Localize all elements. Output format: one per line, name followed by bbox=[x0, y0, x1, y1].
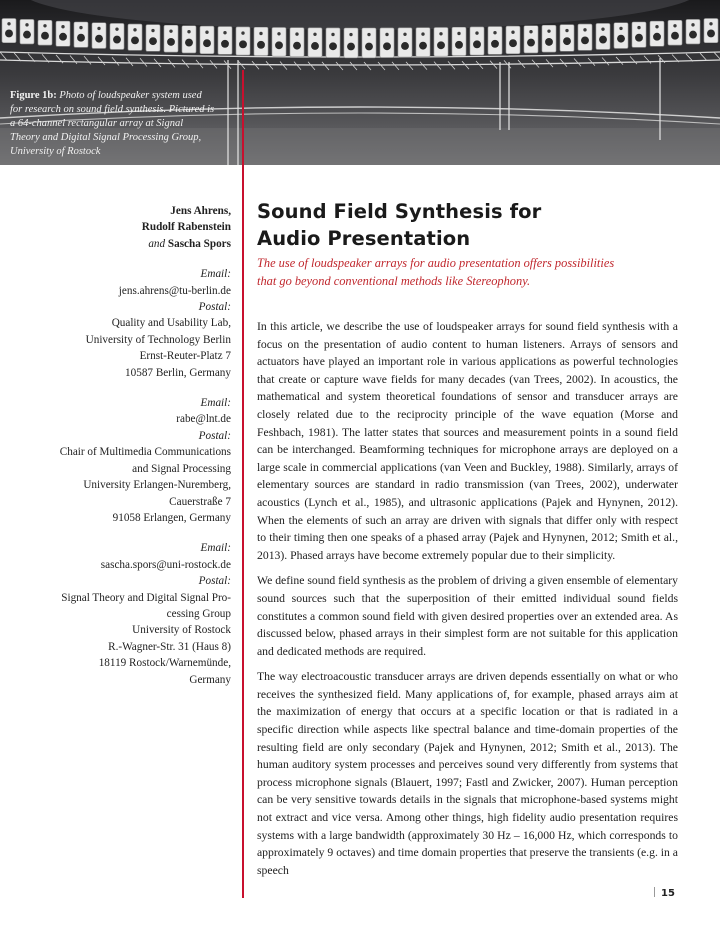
truss-brace-shape bbox=[0, 52, 7, 60]
speaker-tweeter-shape bbox=[205, 31, 208, 34]
speaker-cone-shape bbox=[401, 42, 409, 50]
lede-line: that go beyond conventional methods like Stereophony. bbox=[257, 273, 531, 288]
truss-brace-shape bbox=[378, 62, 385, 70]
speaker-cone-shape bbox=[617, 35, 625, 43]
page-number-rule bbox=[654, 887, 655, 897]
speaker-tweeter-shape bbox=[43, 24, 46, 27]
truss-brace-shape bbox=[420, 62, 427, 70]
title-line: Sound Field Synthesis for bbox=[257, 200, 542, 223]
truss-brace-shape bbox=[574, 58, 581, 66]
speaker-tweeter-shape bbox=[313, 33, 316, 36]
truss-brace-shape bbox=[126, 58, 133, 66]
truss-brace-shape bbox=[322, 62, 329, 70]
speaker-cone-shape bbox=[185, 39, 193, 47]
speaker-cone-shape bbox=[77, 34, 85, 42]
speaker-tweeter-shape bbox=[511, 31, 514, 34]
address-line: Signal Theory and Digital Signal Pro- bbox=[61, 591, 231, 604]
speaker-tweeter-shape bbox=[475, 31, 478, 34]
speaker-cone-shape bbox=[293, 42, 301, 50]
truss-brace-shape bbox=[406, 62, 413, 70]
speaker-cone-shape bbox=[149, 37, 157, 45]
figure-caption-text: Photo of loudspeaker system used for research on sound field synthesis. Pictured is a 64-channel rectangular array at Signal Theory and Digital Signal Processing Group, University of Rostock bbox=[10, 90, 215, 157]
speaker-tweeter-shape bbox=[79, 26, 82, 29]
speaker-cone-shape bbox=[365, 43, 373, 51]
speaker-cone-shape bbox=[59, 33, 67, 41]
speaker-cone-shape bbox=[455, 41, 463, 49]
truss-brace-shape bbox=[448, 61, 455, 69]
truss-brace-shape bbox=[364, 62, 371, 70]
page-number-text: 15 bbox=[661, 888, 675, 899]
address-line: cessing Group bbox=[166, 607, 231, 620]
speaker-tweeter-shape bbox=[619, 27, 622, 30]
address-line: and Signal Processing bbox=[132, 462, 231, 475]
article-lede bbox=[257, 255, 697, 290]
speaker-cone-shape bbox=[689, 31, 697, 39]
page-number bbox=[654, 887, 675, 899]
speaker-tweeter-shape bbox=[601, 27, 604, 30]
speaker-tweeter-shape bbox=[547, 29, 550, 32]
title-line: Audio Presentation bbox=[257, 227, 471, 250]
speaker-cone-shape bbox=[581, 36, 589, 44]
speaker-cone-shape bbox=[257, 41, 265, 49]
address-line: University of Rostock bbox=[132, 624, 231, 637]
speaker-cone-shape bbox=[239, 40, 247, 48]
truss-brace-shape bbox=[70, 56, 77, 64]
truss-brace-shape bbox=[602, 57, 609, 65]
speaker-tweeter-shape bbox=[331, 33, 334, 36]
speaker-tweeter-shape bbox=[241, 31, 244, 34]
address-line: Cauerstraße 7 bbox=[169, 495, 231, 508]
speaker-tweeter-shape bbox=[691, 23, 694, 26]
speaker-cone-shape bbox=[491, 40, 499, 48]
truss-brace-shape bbox=[434, 62, 441, 70]
truss-brace-shape bbox=[112, 57, 119, 65]
author-1: Jens Ahrens, bbox=[170, 205, 231, 217]
and-word: and bbox=[148, 237, 166, 250]
speaker-cone-shape bbox=[23, 31, 31, 39]
speaker-tweeter-shape bbox=[259, 32, 262, 35]
speaker-tweeter-shape bbox=[187, 30, 190, 33]
speaker-tweeter-shape bbox=[583, 28, 586, 31]
email-address[interactable]: jens.ahrens@tu-berlin.de bbox=[118, 284, 231, 297]
article-body bbox=[257, 318, 678, 887]
speaker-cone-shape bbox=[563, 37, 571, 45]
truss-brace-shape bbox=[140, 58, 147, 66]
speaker-cone-shape bbox=[419, 42, 427, 50]
speaker-tweeter-shape bbox=[7, 22, 10, 25]
speaker-cone-shape bbox=[437, 41, 445, 49]
address-line: Chair of Multimedia Communications bbox=[59, 446, 231, 459]
author-info-column bbox=[20, 203, 231, 688]
address-line: Quality and Usability Lab, bbox=[111, 317, 231, 330]
truss-brace-shape bbox=[98, 57, 105, 65]
email-address[interactable]: sascha.spors@uni-rostock.de bbox=[100, 558, 231, 571]
speaker-tweeter-shape bbox=[655, 25, 658, 28]
article-title bbox=[257, 198, 697, 252]
address-line: University Erlangen-Nuremberg, bbox=[83, 479, 231, 492]
author-name bbox=[20, 236, 231, 252]
speaker-tweeter-shape bbox=[151, 29, 154, 32]
speaker-tweeter-shape bbox=[169, 29, 172, 32]
address-line: 91058 Erlangen, Germany bbox=[112, 511, 231, 524]
figure-photo bbox=[0, 0, 720, 165]
speaker-cone-shape bbox=[509, 39, 517, 47]
speaker-tweeter-shape bbox=[385, 33, 388, 36]
truss-brace-shape bbox=[700, 53, 707, 61]
speaker-tweeter-shape bbox=[295, 32, 298, 35]
speaker-tweeter-shape bbox=[133, 28, 136, 31]
lede-line: The use of loudspeaker arrays for audio presentation offers possibilities bbox=[257, 256, 615, 270]
figure-label: Figure 1b: bbox=[10, 90, 57, 101]
address-line: Germany bbox=[189, 673, 231, 686]
speaker-cone-shape bbox=[131, 36, 139, 44]
email-address[interactable]: rabe@lnt.de bbox=[176, 413, 231, 426]
body-paragraph: In this article, we describe the use of loudspeaker arrays for sound field synthesis with a focus on the presentation of audio content to human listeners. Arrays of sensors and actuators have played an important role in various applications as powerful technologies that create or capture wave fields for many decades (van Trees, 2002). In acoustics, the mathematical and system theoretical foundations of sensor and transducer arrays are closely related due to the reciprocity principle of the wave equation (Morse and Feshbach, 1981). The latter states that sources and measurement points in a sound field can be interchanged. Beamforming techniques for microphone arrays are deployed on a large scale in commercial applications (van Veen and Buckley, 1988). Similarly, arrays of elementary sources are standard in radio transmission (van Trees, 2002), underwater acoustics (Lynch et al., 1985), and ultrasonic applications (Pajek and Hynynen, 2012). When the elements of such an array are driven with signals that differ only with respect to their timing then one speaks of a phased array (Pajek and Hynynen, 2012; Smith et al., 2013). Phased arrays have become extremely popular due to their simplicity. bbox=[257, 320, 678, 562]
speaker-tweeter-shape bbox=[439, 32, 442, 35]
truss-brace-shape bbox=[630, 56, 637, 64]
speaker-tweeter-shape bbox=[97, 27, 100, 30]
truss-brace-shape bbox=[266, 61, 273, 69]
figure-caption bbox=[10, 89, 215, 159]
speaker-cone-shape bbox=[167, 38, 175, 46]
red-divider bbox=[242, 70, 244, 898]
speaker-tweeter-shape bbox=[709, 22, 712, 25]
speaker-tweeter-shape bbox=[421, 32, 424, 35]
truss-brace-shape bbox=[84, 56, 91, 64]
speaker-tweeter-shape bbox=[565, 29, 568, 32]
email-label: Email: bbox=[200, 268, 231, 281]
speaker-tweeter-shape bbox=[223, 31, 226, 34]
email-label: Email: bbox=[200, 397, 231, 410]
author-2: Rudolf Rabenstein bbox=[141, 221, 231, 234]
address-line: Ernst-Reuter-Platz 7 bbox=[139, 350, 231, 363]
speaker-cone-shape bbox=[221, 40, 229, 48]
speaker-cone-shape bbox=[473, 40, 481, 48]
author-name bbox=[20, 219, 231, 235]
speaker-tweeter-shape bbox=[403, 33, 406, 36]
author-name bbox=[20, 203, 231, 219]
speaker-cone-shape bbox=[635, 34, 643, 42]
speaker-cone-shape bbox=[671, 32, 679, 40]
speaker-cone-shape bbox=[653, 33, 661, 41]
speaker-tweeter-shape bbox=[115, 27, 118, 30]
postal-label: Postal: bbox=[198, 429, 231, 442]
truss-brace-shape bbox=[336, 62, 343, 70]
speaker-cone-shape bbox=[383, 42, 391, 50]
speaker-cone-shape bbox=[527, 39, 535, 47]
speaker-tweeter-shape bbox=[277, 32, 280, 35]
address-line: 10587 Berlin, Germany bbox=[125, 366, 231, 379]
truss-brace-shape bbox=[294, 62, 301, 70]
speaker-cone-shape bbox=[275, 41, 283, 49]
postal-label: Postal: bbox=[198, 301, 231, 314]
speaker-tweeter-shape bbox=[493, 31, 496, 34]
address-line: R.-Wagner-Str. 31 (Haus 8) bbox=[108, 640, 231, 653]
speaker-tweeter-shape bbox=[61, 25, 64, 28]
speaker-tweeter-shape bbox=[349, 33, 352, 36]
speaker-cone-shape bbox=[329, 42, 337, 50]
truss-brace-shape bbox=[588, 58, 595, 66]
speaker-cone-shape bbox=[707, 30, 715, 38]
truss-brace-shape bbox=[350, 62, 357, 70]
address-line: University of Technology Berlin bbox=[85, 333, 231, 346]
speaker-tweeter-shape bbox=[529, 30, 532, 33]
speaker-tweeter-shape bbox=[25, 23, 28, 26]
address-line: 18119 Rostock/Warnemünde, bbox=[98, 657, 231, 670]
body-paragraph: The way electroacoustic transducer arrays are driven depends essentially on what or who receives the synthesized field. Many applications of, for example, phased arrays aim at the maximization of energy that occurs at a specific location or that is radiated in a specific direction while aspects like spectral balance and time-domain properties of the resulting field are only secondary (Pajek and Hynynen, 2012; Smith et al., 2013). The human auditory system processes and perceives sound very differently from systems that process microphone signals (Blauert, 1997; Fastl and Zwicker, 2007). Human perception can be very sensitive towards details in the signals that microphone-based systems might not extract and vice versa. Among other things, high fidelity audio presentation requires systems with a large bandwidth (approximately 30 Hz – 16,000 Hz, which corresponds to approximately 9 octaves) and time domain properties that preserve the transients (e.g. in a speech bbox=[257, 670, 678, 877]
truss-brace-shape bbox=[616, 57, 623, 65]
speaker-cone-shape bbox=[311, 42, 319, 50]
speaker-cone-shape bbox=[203, 39, 211, 47]
truss-brace-shape bbox=[280, 62, 287, 70]
speaker-cone-shape bbox=[41, 32, 49, 40]
speaker-cone-shape bbox=[347, 43, 355, 51]
speaker-cone-shape bbox=[95, 35, 103, 43]
speaker-tweeter-shape bbox=[367, 33, 370, 36]
speaker-cone-shape bbox=[545, 38, 553, 46]
speaker-cone-shape bbox=[5, 30, 13, 38]
speaker-cone-shape bbox=[599, 36, 607, 44]
speaker-tweeter-shape bbox=[637, 26, 640, 29]
postal-label: Postal: bbox=[198, 575, 231, 588]
truss-brace-shape bbox=[392, 62, 399, 70]
speaker-cone-shape bbox=[113, 36, 121, 44]
email-label: Email: bbox=[200, 542, 231, 555]
speaker-tweeter-shape bbox=[673, 24, 676, 27]
body-paragraph: We define sound field synthesis as the problem of driving a given ensemble of elementary sound sources such that the superposition of their emitted individual sound fields constitutes a common sound field with given desired properties over an extended area. As discussed below, phased arrays in their simplest form are not suitable for this application and dedicated methods are required. bbox=[257, 574, 678, 658]
speaker-tweeter-shape bbox=[457, 32, 460, 35]
truss-brace-shape bbox=[714, 52, 720, 60]
author-3: Sascha Spors bbox=[167, 237, 231, 250]
truss-brace-shape bbox=[308, 62, 315, 70]
